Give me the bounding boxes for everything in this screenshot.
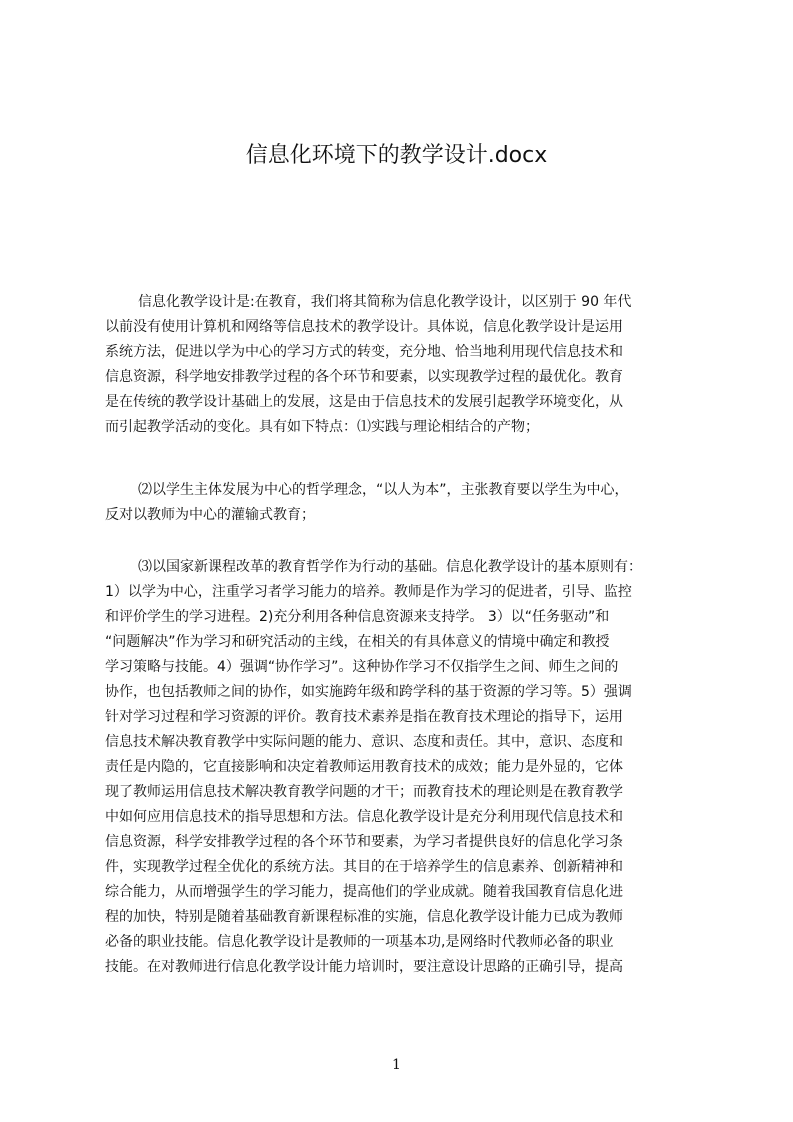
text-line: 责任是内隐的，它直接影响和决定着教师运用教育技术的成效；能力是外显的，它体 bbox=[105, 759, 623, 775]
page-number: 1 bbox=[392, 1057, 401, 1073]
text-line: 必备的职业技能。信息化教学设计是教师的一项基本功,是网络时代教师必备的职业 bbox=[105, 934, 614, 950]
text-line: 技能。在对教师进行信息化教学设计能力培训时，要注意设计思路的正确引导，提高 bbox=[105, 959, 623, 975]
text-line: ⑶以国家新课程改革的教育哲学作为行动的基础。信息化教学设计的基本原则有： bbox=[138, 559, 642, 575]
text-line: “问题解决”作为学习和研究活动的主线，在相关的有具体意义的情境中确定和教授 bbox=[105, 634, 610, 650]
text-line: 1）以学为中心，注重学习者学习能力的培养。教师是作为学习的促进者，引导、监控 bbox=[105, 584, 632, 600]
text-line: 而引起教学活动的变化。具有如下特点：⑴实践与理论相结合的产物； bbox=[105, 419, 539, 435]
text-line: 信息资源，科学安排教学过程的各个环节和要素，为学习者提供良好的信息化学习条 bbox=[105, 834, 623, 850]
text-line: 件，实现教学过程全优化的系统方法。其目的在于培养学生的信息素养、创新精神和 bbox=[105, 859, 623, 875]
text-line: 信息化教学设计是:在教育，我们将其简称为信息化教学设计，以区别于 90 年代 bbox=[138, 294, 632, 310]
text-line: 程的加快，特别是随着基础教育新课程标准的实施，信息化教学设计能力已成为教师 bbox=[105, 909, 623, 925]
text-line: ⑵以学生主体发展为中心的哲学理念，“以人为本”，主张教育要以学生为中心， bbox=[138, 482, 629, 498]
text-line: 是在传统的教学设计基础上的发展，这是由于信息技术的发展引起教学环境变化，从 bbox=[105, 394, 623, 410]
text-line: 协作，也包括教师之间的协作，如实施跨年级和跨学科的基于资源的学习等。5）强调 bbox=[105, 684, 632, 700]
paragraph-3 bbox=[105, 555, 700, 980]
text-line: 以前没有使用计算机和网络等信息技术的教学设计。具体说，信息化教学设计是运用 bbox=[105, 319, 623, 335]
text-line: 信息技术解决教育教学中实际问题的能力、意识、态度和责任。其中，意识、态度和 bbox=[105, 734, 623, 750]
text-line: 综合能力，从而增强学生的学习能力，提高他们的学业成就。随着我国教育信息化进 bbox=[105, 884, 623, 900]
text-line: 现了教师运用信息技术解决教育教学问题的才干；而教育技术的理论则是在教育教学 bbox=[105, 784, 623, 800]
text-line: 信息资源，科学地安排教学过程的各个环节和要素，以实现教学过程的最优化。教育 bbox=[105, 369, 623, 385]
text-line: 学习策略与技能。4）强调“协作学习”。这种协作学习不仅指学生之间、师生之间的 bbox=[105, 659, 619, 675]
text-line: 和评价学生的学习进程。2)充分利用各种信息资源来支持学。 3）以“任务驱动”和 bbox=[105, 609, 610, 625]
text-line: 中如何应用信息技术的指导思想和方法。信息化教学设计是充分利用现代信息技术和 bbox=[105, 809, 623, 825]
paragraph-2 bbox=[105, 478, 700, 528]
text-line: 反对以教师为中心的灌输式教育； bbox=[105, 507, 315, 523]
text-line: 针对学习过程和学习资源的评价。教育技术素养是指在教育技术理论的指导下，运用 bbox=[105, 709, 623, 725]
paragraph-1 bbox=[105, 290, 700, 440]
text-line: 系统方法，促进以学为中心的学习方式的转变，充分地、恰当地利用现代信息技术和 bbox=[105, 344, 623, 360]
document-title: 信息化环境下的教学设计.docx bbox=[245, 143, 548, 168]
